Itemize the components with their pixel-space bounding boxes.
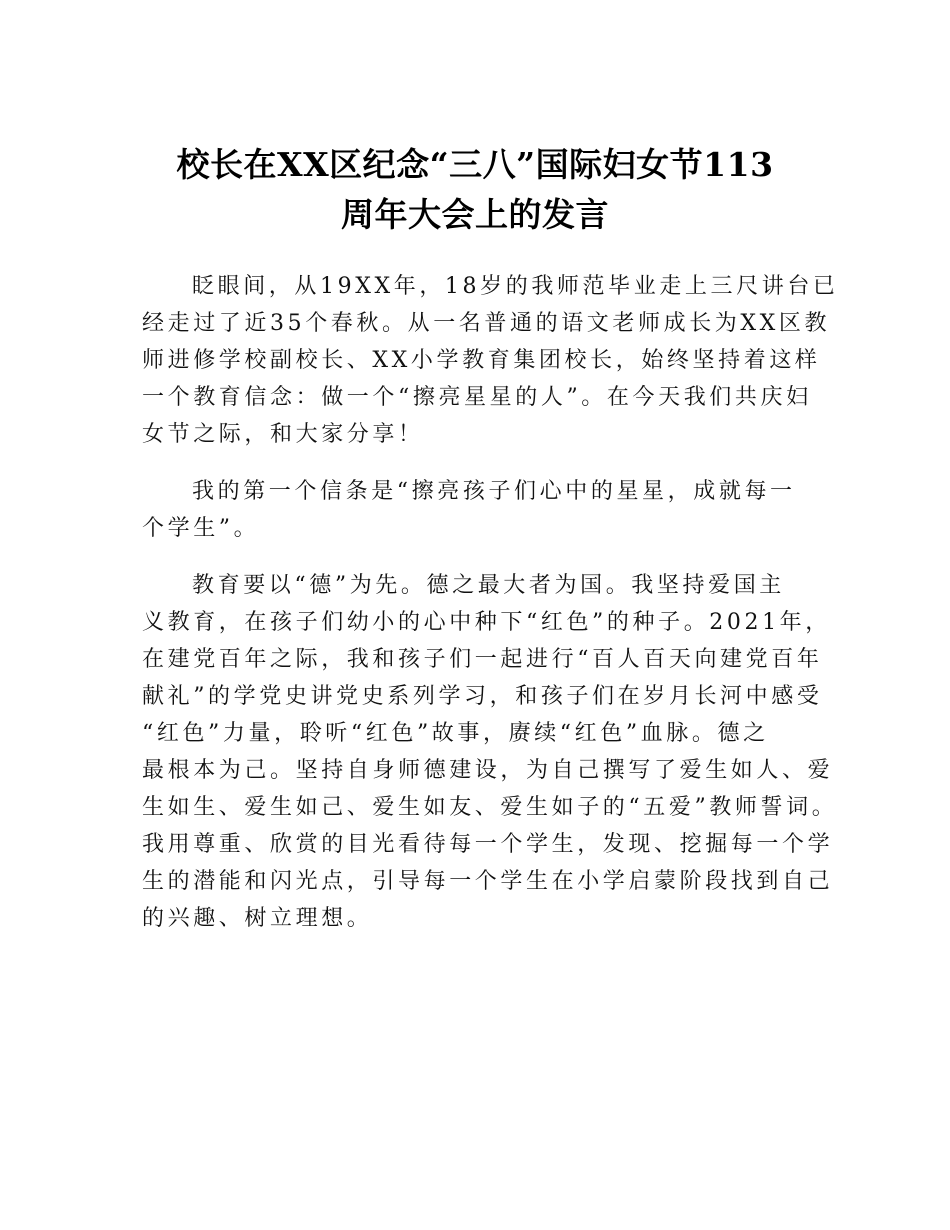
paragraph-line: 最根本为己。坚持自身师德建设，为自己撰写了爱生如人、爱 bbox=[142, 758, 834, 783]
document-title bbox=[140, 140, 810, 240]
title-line-2: 周年大会上的发言 bbox=[341, 195, 609, 234]
paragraph-line: 我用尊重、欣赏的目光看待每一个学生，发现、挖掘每一个学 bbox=[142, 832, 834, 857]
title-line-1: 校长在XX区纪念“三八”国际妇女节113 bbox=[176, 145, 774, 184]
paragraph-line: 经走过了近35个春秋。从一名普通的语文老师成长为XX区教 bbox=[142, 311, 831, 336]
paragraph-line: 眨眼间，从19XX年，18岁的我师范毕业走上三尺讲台已 bbox=[192, 274, 839, 299]
paragraph-line: 在建党百年之际，我和孩子们一起进行“百人百天向建党百年 bbox=[142, 647, 823, 672]
paragraph-line: 献礼”的学党史讲党史系列学习，和孩子们在岁月长河中感受 bbox=[142, 684, 823, 709]
paragraph-2 bbox=[142, 473, 832, 547]
paragraph-line: 生如生、爱生如己、爱生如友、爱生如子的“五爱”教师誓词。 bbox=[142, 795, 838, 820]
paragraph-line: 师进修学校副校长、XX小学教育集团校长，始终坚持着这样 bbox=[142, 348, 821, 373]
paragraph-line: 我的第一个信条是“擦亮孩子们心中的星星，成就每一 bbox=[192, 479, 796, 504]
paragraph-line: “红色”力量，聆听“红色”故事，赓续“红色”血脉。德之 bbox=[142, 721, 769, 746]
paragraph-line: 教育要以“德”为先。德之最大者为国。我坚持爱国主 bbox=[192, 573, 785, 598]
document-body bbox=[142, 268, 839, 957]
paragraph-line: 个学生”。 bbox=[142, 516, 260, 541]
paragraph-line: 女节之际，和大家分享！ bbox=[142, 422, 424, 447]
paragraph-line: 一个教育信念：做一个“擦亮星星的人”。在今天我们共庆妇 bbox=[142, 385, 812, 410]
paragraph-line: 义教育，在孩子们幼小的心中种下“红色”的种子。2021年， bbox=[142, 610, 831, 635]
paragraph-1 bbox=[142, 268, 839, 453]
paragraph-line: 的兴趣、树立理想。 bbox=[142, 906, 373, 931]
paragraph-line: 生的潜能和闪光点，引导每一个学生在小学启蒙阶段找到自己 bbox=[142, 869, 834, 894]
paragraph-3 bbox=[142, 567, 838, 937]
